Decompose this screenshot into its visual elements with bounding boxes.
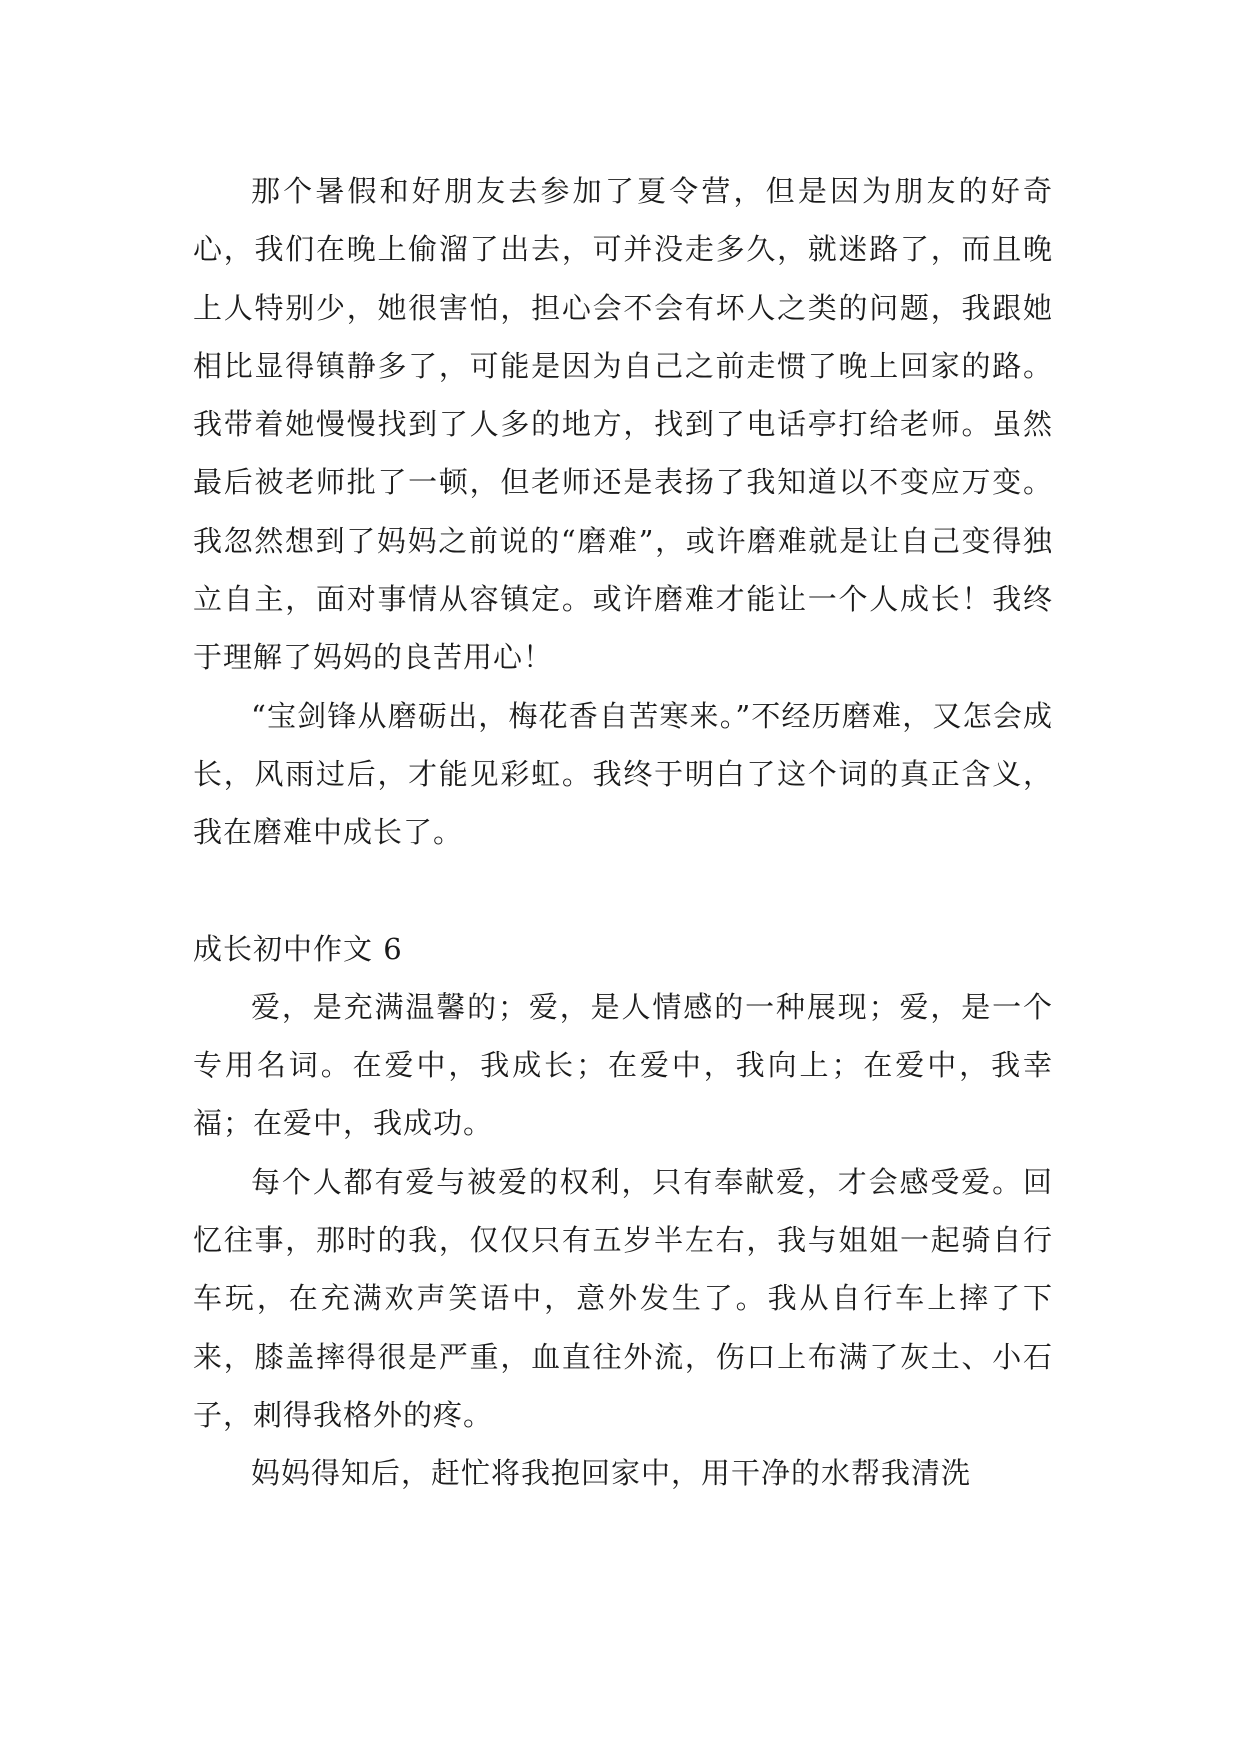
paragraph-love-intro: 爱，是充满温馨的；爱，是人情感的一种展现；爱，是一个专用名词。在爱中，我成长；在爱中，我向上；在爱中，我幸福；在爱中，我成功。 <box>193 989 1053 1141</box>
document-body <box>193 162 1053 1503</box>
section-title: 成长初中作文 6 <box>193 931 403 966</box>
paragraph-summer-camp: 那个暑假和好朋友去参加了夏令营，但是因为朋友的好奇心，我们在晚上偷溜了出去，可并没走多久，就迷路了，而且晚上人特别少，她很害怕，担心会不会有坏人之类的问题，我跟她相比显得镇静多了，可能是因为自己之前走惯了晚上回家的路。我带着她慢慢找到了人多的地方，找到了电话亭打给老师。虽然最后被老师批了一顿，但老师还是表扬了我知道以不变应万变。我忽然想到了妈妈之前说的“磨难”，或许磨难就是让自己变得独立自主，面对事情从容镇定。或许磨难才能让一个人成长！我终于理解了妈妈的良苦用心！ <box>193 174 1053 675</box>
paragraph-mother-care: 妈妈得知后，赶忙将我抱回家中，用干净的水帮我清洗 <box>251 1456 972 1491</box>
paragraph-conclusion: “宝剑锋从磨砺出，梅花香自苦寒来。”不经历磨难，又怎会成长，风雨过后，才能见彩虹。我终于明白了这个词的真正含义，我在磨难中成长了。 <box>193 698 1053 850</box>
paragraph-bike-accident: 每个人都有爱与被爱的权利，只有奉献爱，才会感受爱。回忆往事，那时的我，仅仅只有五岁半左右，我与姐姐一起骑自行车玩，在充满欢声笑语中，意外发生了。我从自行车上摔了下来，膝盖摔得很是严重，血直往外流，伤口上布满了灰土、小石子，刺得我格外的疼。 <box>193 1164 1053 1432</box>
